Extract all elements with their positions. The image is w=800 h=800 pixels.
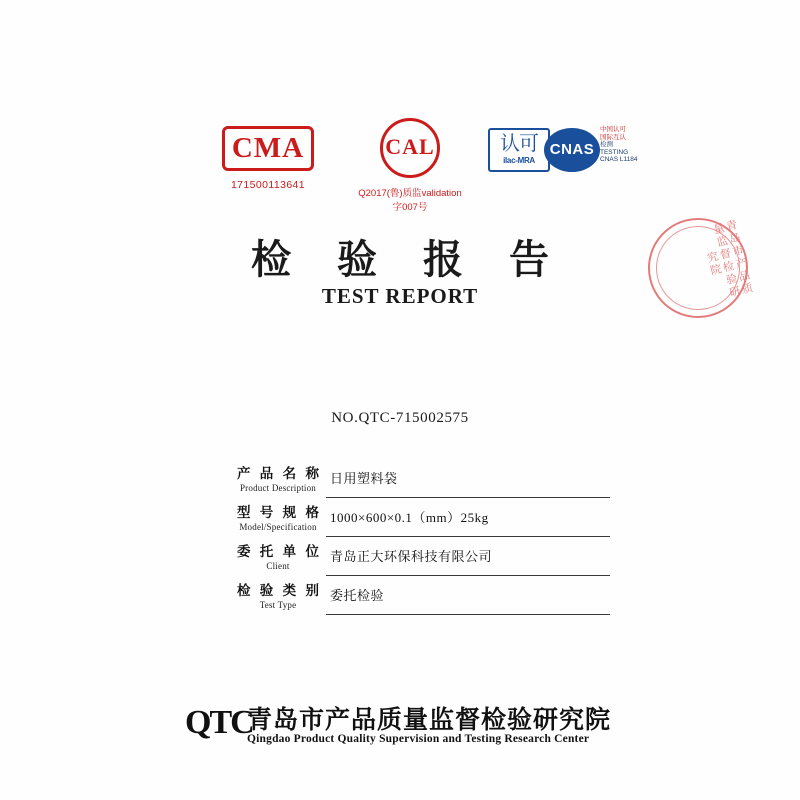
cal-logo-text: CAL: [385, 134, 435, 159]
organization-name-english: Qingdao Product Quality Supervision and Testing Research Center: [247, 733, 590, 745]
cma-logo-text: CMA: [222, 126, 314, 171]
field-label-cn: 检 验 类 别: [236, 583, 323, 598]
field-label-en: Test Type: [259, 600, 297, 610]
document-footer: [0, 700, 800, 756]
field-label-en: Client: [266, 561, 290, 571]
ilac-mra-text: ilac-MRA: [503, 156, 535, 165]
cnas-line-1: 中国认可: [600, 126, 626, 133]
report-fields: [230, 466, 610, 622]
field-label-test-type: [230, 583, 326, 611]
page-title-english: TEST REPORT: [321, 284, 479, 308]
field-value-model-specification: 1000×600×0.1（mm）25kg: [326, 507, 610, 537]
qtc-logo: QTC: [185, 704, 253, 741]
field-value-client: 青岛正大环保科技有限公司: [326, 546, 610, 576]
field-label-cn: 产 品 名 称: [236, 466, 323, 481]
cnas-logo-text: CNAS: [544, 128, 600, 172]
field-row: [230, 466, 610, 505]
cal-certificate-number: Q2017(鲁)质监validation字007号: [358, 188, 462, 213]
field-row: [230, 505, 610, 544]
field-label-cn: 型 号 规 格: [236, 505, 323, 520]
cnas-glyph: 认可: [500, 133, 538, 155]
cma-mark: [222, 126, 314, 191]
cnas-line-2: 国际互认: [600, 133, 626, 141]
cnas-accreditation-lines: [600, 126, 660, 164]
cma-certificate-number: 171500113641: [230, 179, 306, 191]
cnas-mark: [488, 126, 638, 174]
field-row: [230, 544, 610, 583]
cal-logo-circle: [380, 118, 440, 178]
field-label-en: Product Description: [239, 483, 317, 493]
field-value-product-description: 日用塑料袋: [326, 468, 610, 498]
field-label-cn: 委 托 单 位: [236, 544, 323, 559]
cnas-line-3: 检测: [600, 141, 613, 148]
field-label-product-description: [230, 466, 326, 494]
field-label-model-specification: [230, 505, 326, 533]
page-title-chinese: 检 验 报 告: [251, 237, 567, 282]
footer-inner: [185, 700, 615, 756]
field-label-en: Model/Specification: [239, 522, 317, 532]
seal-text: 青岛市产品质量监督检验研究院: [704, 218, 755, 301]
report-number: NO.QTC-715002575: [331, 410, 469, 426]
cal-mark: [355, 118, 465, 213]
field-row: [230, 583, 610, 622]
cnas-line-5: CNAS L1184: [600, 156, 638, 163]
ilac-mra-logo: [488, 128, 550, 172]
cnas-line-4: TESTING: [600, 148, 629, 156]
field-value-test-type: 委托检验: [326, 585, 610, 615]
field-label-client: [230, 544, 326, 572]
organization-name-chinese: 青岛市产品质量监督检验研究院: [247, 707, 612, 734]
